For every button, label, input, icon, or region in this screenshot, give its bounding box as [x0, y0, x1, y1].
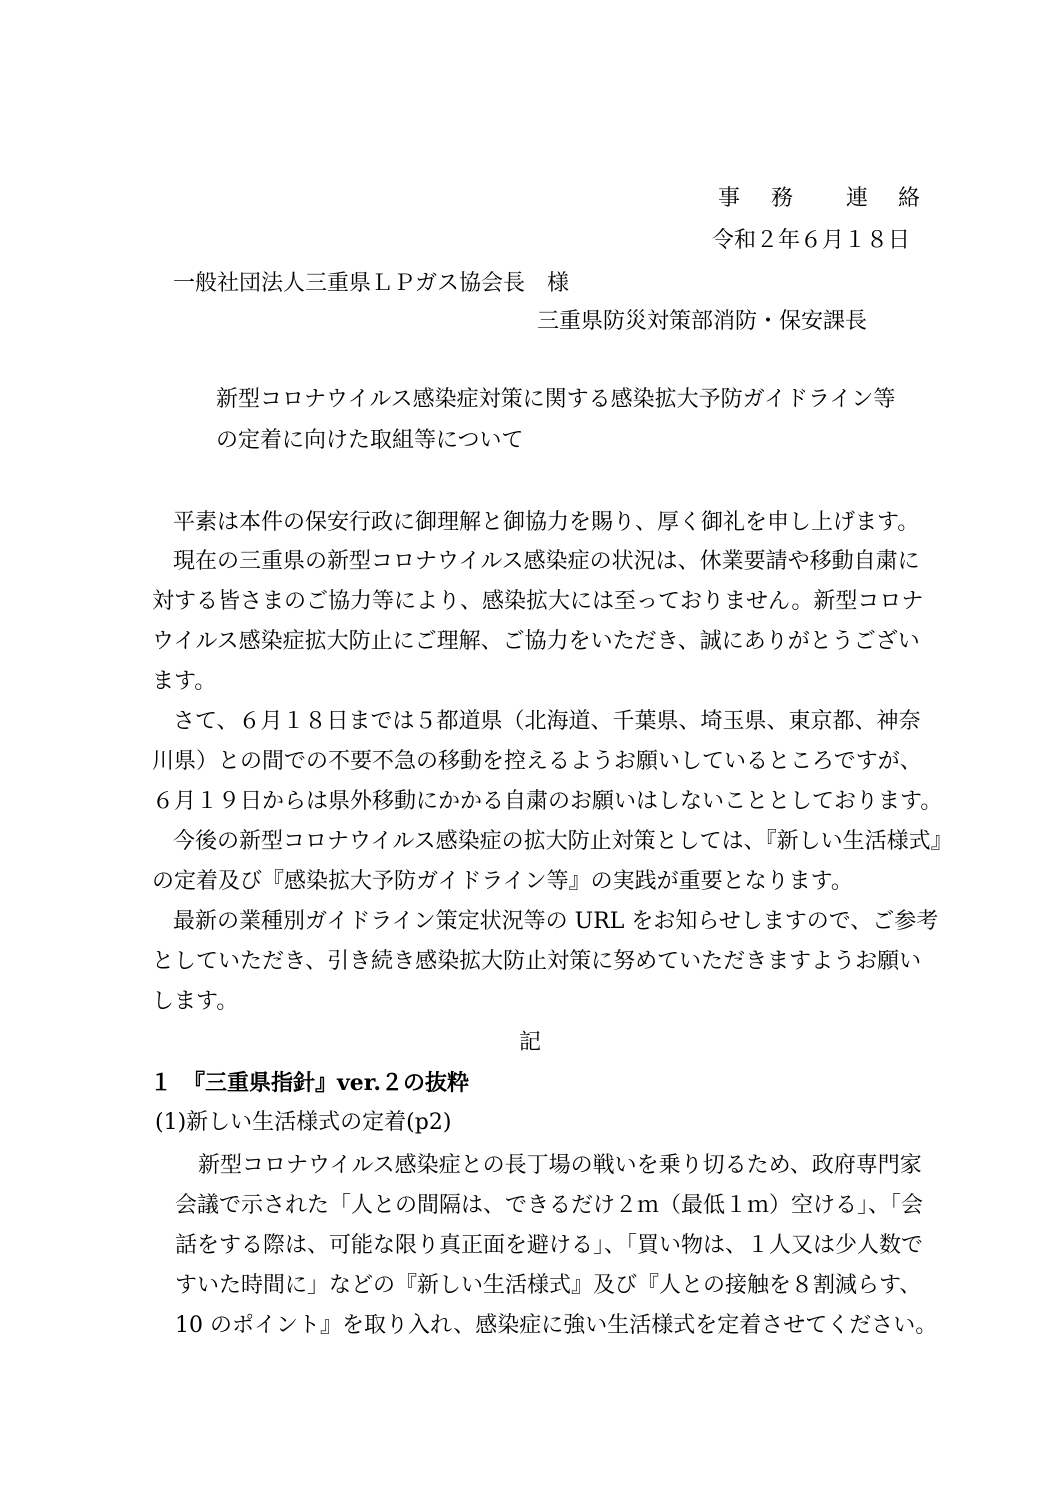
- subject-line-2: の定着に向けた取組等について: [216, 428, 524, 453]
- document-type: [718, 188, 920, 210]
- body-line: ６月１９日からは県外移動にかかる自粛のお願いはしないこととしております。: [152, 789, 943, 814]
- doc-type-char: 務: [771, 186, 794, 211]
- body-line: 今後の新型コロナウイルス感染症の拡大防止対策としては、『新しい生活様式』: [173, 829, 953, 854]
- recipient: 一般社団法人三重県ＬＰガス協会長 様: [173, 271, 570, 296]
- subsection-line: 新型コロナウイルス感染症との長丁場の戦いを乗り切るため、政府専門家: [198, 1153, 922, 1178]
- body-line: 川県）との間での不要不急の移動を控えるようお願いしているところですが、: [152, 749, 922, 774]
- document-date: 令和２年６月１８日: [712, 228, 911, 253]
- section-1-title: １ 『三重県指針』ver.２の抜粋: [150, 1070, 470, 1096]
- doc-type-char: 連: [846, 186, 869, 211]
- body-line: ます。: [152, 669, 217, 694]
- subsection-1-title: (1)新しい生活様式の定着(p2): [155, 1110, 452, 1135]
- body-line: します。: [152, 989, 239, 1014]
- subsection-line: 10 のポイント』を取り入れ、感染症に強い生活様式を定着させてください。: [175, 1313, 938, 1338]
- subject-line-1: 新型コロナウイルス感染症対策に関する感染拡大予防ガイドライン等: [216, 387, 896, 412]
- body-line: ウイルス感染症拡大防止にご理解、ご協力をいただき、誠にありがとうござい: [152, 629, 920, 654]
- body-line: 対する皆さまのご協力等により、感染拡大には至っておりません。新型コロナ: [152, 589, 924, 614]
- subsection-line: 話をする際は、可能な限り真正面を避ける」、「買い物は、１人又は少人数で: [175, 1233, 924, 1258]
- body-line: の定着及び『感染拡大予防ガイドライン等』の実践が重要となります。: [152, 869, 853, 894]
- doc-type-char: 事: [718, 186, 741, 211]
- subsection-line: 会議で示された「人との間隔は、できるだけ２ｍ（最低１ｍ）空ける」、「会: [175, 1193, 924, 1218]
- body-line: 平素は本件の保安行政に御理解と御協力を賜り、厚く御礼を申し上げます。: [173, 510, 920, 535]
- sender: 三重県防災対策部消防・保安課長: [537, 309, 868, 334]
- body-line: としていただき、引き続き感染拡大防止対策に努めていただきますようお願い: [152, 949, 922, 974]
- body-line: 現在の三重県の新型コロナウイルス感染症の状況は、休業要請や移動自粛に: [173, 549, 920, 574]
- ki-marker: 記: [519, 1030, 542, 1055]
- body-line: 最新の業種別ガイドライン策定状況等の URL をお知らせしますので、ご参考: [173, 909, 939, 934]
- subsection-line: すいた時間に」などの『新しい生活様式』及び『人との接触を８割減らす、: [175, 1273, 922, 1298]
- body-line: さて、６月１８日までは５都道県（北海道、千葉県、埼玉県、東京都、神奈: [173, 709, 921, 734]
- doc-type-char: 絡: [898, 186, 921, 211]
